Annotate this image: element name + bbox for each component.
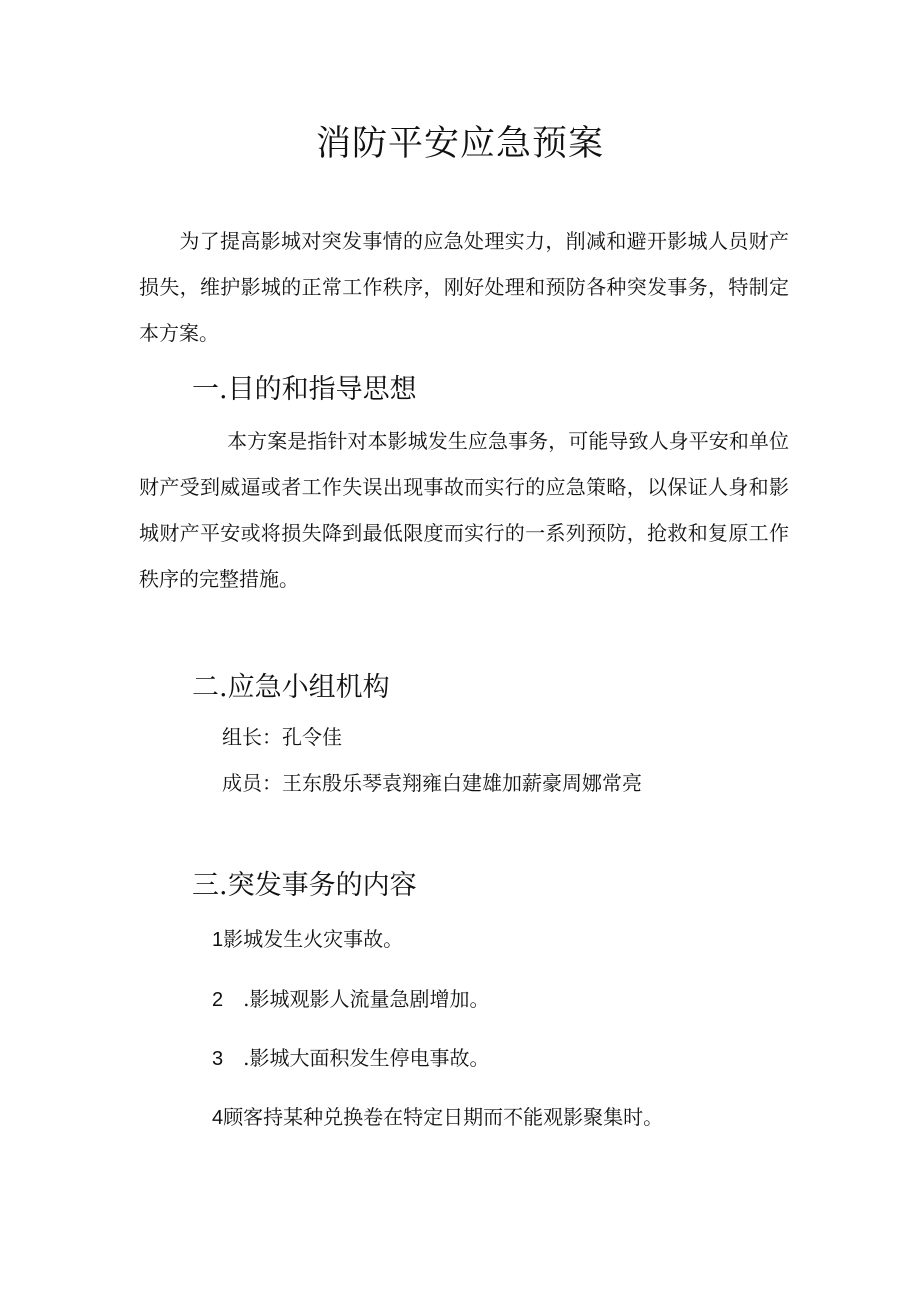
list-item-text: 顾客持某种兑换卷在特定日期而不能观影聚集时。 bbox=[223, 1105, 664, 1129]
list-item bbox=[212, 924, 403, 955]
list-item-number: 1 bbox=[212, 929, 224, 951]
section-heading-purpose: 一.目的和指导思想 bbox=[192, 374, 417, 405]
intro-paragraph bbox=[139, 218, 789, 356]
section-heading-organization: 二.应急小组机构 bbox=[192, 672, 390, 703]
team-members-line: 成员：王东殷乐琴袁翔雍白建雄加薪豪周娜常亮 bbox=[222, 771, 642, 795]
list-item-text: .影城观影人流量急剧增加。 bbox=[243, 987, 490, 1011]
list-item-number: 2 bbox=[212, 989, 244, 1011]
list-item-number: 3 bbox=[212, 1048, 244, 1070]
team-leader-line: 组长：孔令佳 bbox=[222, 725, 342, 749]
list-item-text: 影城发生火灾事故。 bbox=[223, 927, 404, 951]
list-item bbox=[212, 1043, 489, 1074]
document-title: 消防平安应急预案 bbox=[315, 124, 604, 164]
section-heading-incidents: 三.突发事务的内容 bbox=[192, 870, 417, 901]
list-item bbox=[212, 1102, 663, 1133]
list-item-number: 4 bbox=[212, 1107, 224, 1129]
purpose-paragraph bbox=[139, 418, 789, 602]
intro-text: 为了提高影城对突发事情的应急处理实力，削减和避开影城人员财产损失，维护影城的正常工作秩序，刚好处理和预防各种突发事务，特制定本方案。 bbox=[139, 229, 789, 345]
list-item-text: .影城大面积发生停电事故。 bbox=[243, 1046, 490, 1070]
list-item bbox=[212, 984, 489, 1015]
purpose-text: 本方案是指针对本影城发生应急事务，可能导致人身平安和单位财产受到威逼或者工作失误出现事故而实行的应急策略，以保证人身和影城财产平安或将损失降到最低限度而实行的一系列预防，抢救和复原工作秩序的完整措施。 bbox=[139, 429, 789, 591]
